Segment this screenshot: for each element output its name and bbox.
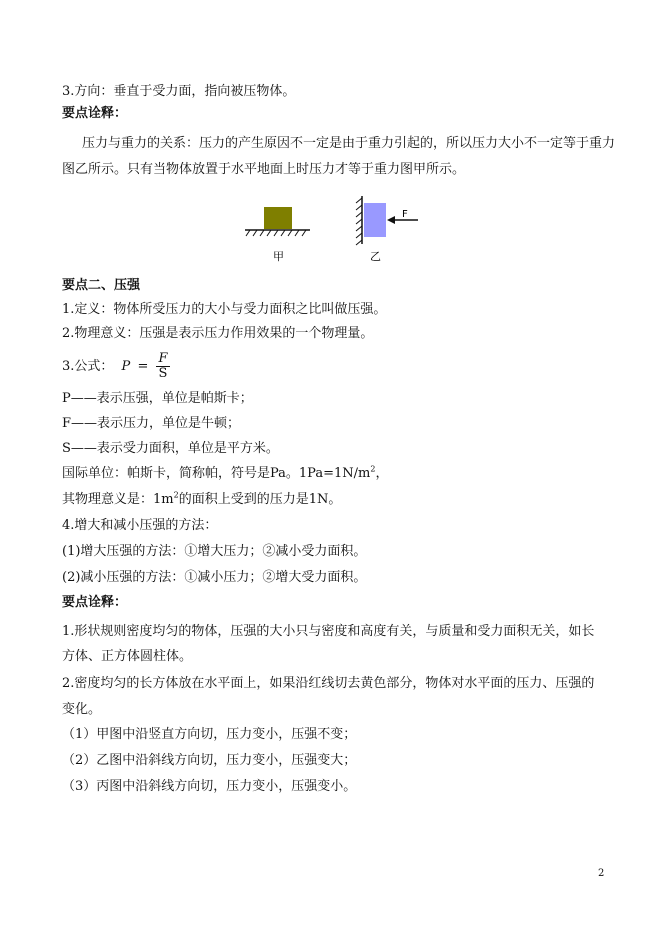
arrow-head	[387, 216, 395, 224]
section-heading: 要点诠释：	[62, 106, 128, 121]
text-segment: ，	[375, 466, 389, 481]
text-line: 1.形状规则密度均匀的物体，压强的大小只与密度和高度有关，与质量和受力面积无关，如长	[62, 624, 595, 639]
superscript: 2	[370, 464, 376, 474]
text-line: （3）丙图中沿斜线方向切，压力变小，压强变小。	[62, 779, 357, 794]
block-jia	[264, 207, 292, 229]
text-line	[62, 492, 341, 508]
text-segment: 国际单位：帕斯卡，简称帕，符号是Pa。1Pa=1N/m	[62, 466, 371, 481]
text-line: 4.增大和减小压强的方法：	[62, 518, 218, 533]
pressure-figure	[240, 192, 420, 264]
text-line: 方体、正方体圆柱体。	[62, 649, 193, 664]
formula-denominator: S	[158, 366, 168, 381]
page-number: 2	[598, 868, 605, 879]
formula-numerator: F	[158, 351, 168, 366]
text-line: 2.密度均匀的长方体放在水平面上，如果沿红线切去黄色部分，物体对水平面的压力、压强的	[62, 676, 595, 691]
text-segment: 其物理意义是：1m	[62, 492, 174, 507]
formula-prefix: 3.公式：	[62, 359, 114, 374]
block-yi	[364, 203, 386, 237]
text-line: 2.物理意义：压强是表示压力作用效果的一个物理量。	[62, 326, 374, 341]
section-heading: 要点诠释：	[62, 595, 128, 610]
label-jia: 甲	[273, 250, 284, 263]
text-line: （2）乙图中沿斜线方向切，压力变小，压强变大；	[62, 753, 357, 768]
formula-fraction	[156, 352, 169, 381]
text-line: 压力与重力的关系：压力的产生原因不一定是由于重力引起的，所以压力大小不一定等于重力	[82, 136, 616, 151]
text-line: P——表示压强，单位是帕斯卡；	[62, 391, 253, 406]
formula-line	[62, 352, 170, 382]
formula-lhs: P	[121, 359, 131, 374]
text-line: （1）甲图中沿竖直方向切，压力变小，压强不变；	[62, 727, 357, 742]
section-heading: 要点二、压强	[62, 278, 141, 293]
text-line: (2)减小压强的方法：①减小压力；②增大受力面积。	[62, 570, 367, 585]
text-line	[62, 466, 388, 482]
text-line: 3.方向：垂直于受力面，指向被压物体。	[62, 84, 296, 99]
label-yi: 乙	[370, 250, 381, 263]
text-line: 图乙所示。只有当物体放置于水平地面上时压力才等于重力图甲所示。	[62, 162, 466, 177]
text-segment: 的面积上受到的压力是1N。	[178, 492, 342, 507]
text-line: 变化。	[62, 702, 102, 717]
text-line: S——表示受力面积，单位是平方米。	[62, 441, 279, 456]
superscript: 2	[173, 490, 179, 500]
text-line: (1)增大压强的方法：①增大压力；②减小受力面积。	[62, 544, 367, 559]
formula-eq: =	[137, 359, 149, 374]
force-label: F	[402, 209, 408, 220]
text-line: F——表示压力，单位是牛顿；	[62, 416, 241, 431]
text-line: 1.定义：物体所受压力的大小与受力面积之比叫做压强。	[62, 302, 387, 317]
